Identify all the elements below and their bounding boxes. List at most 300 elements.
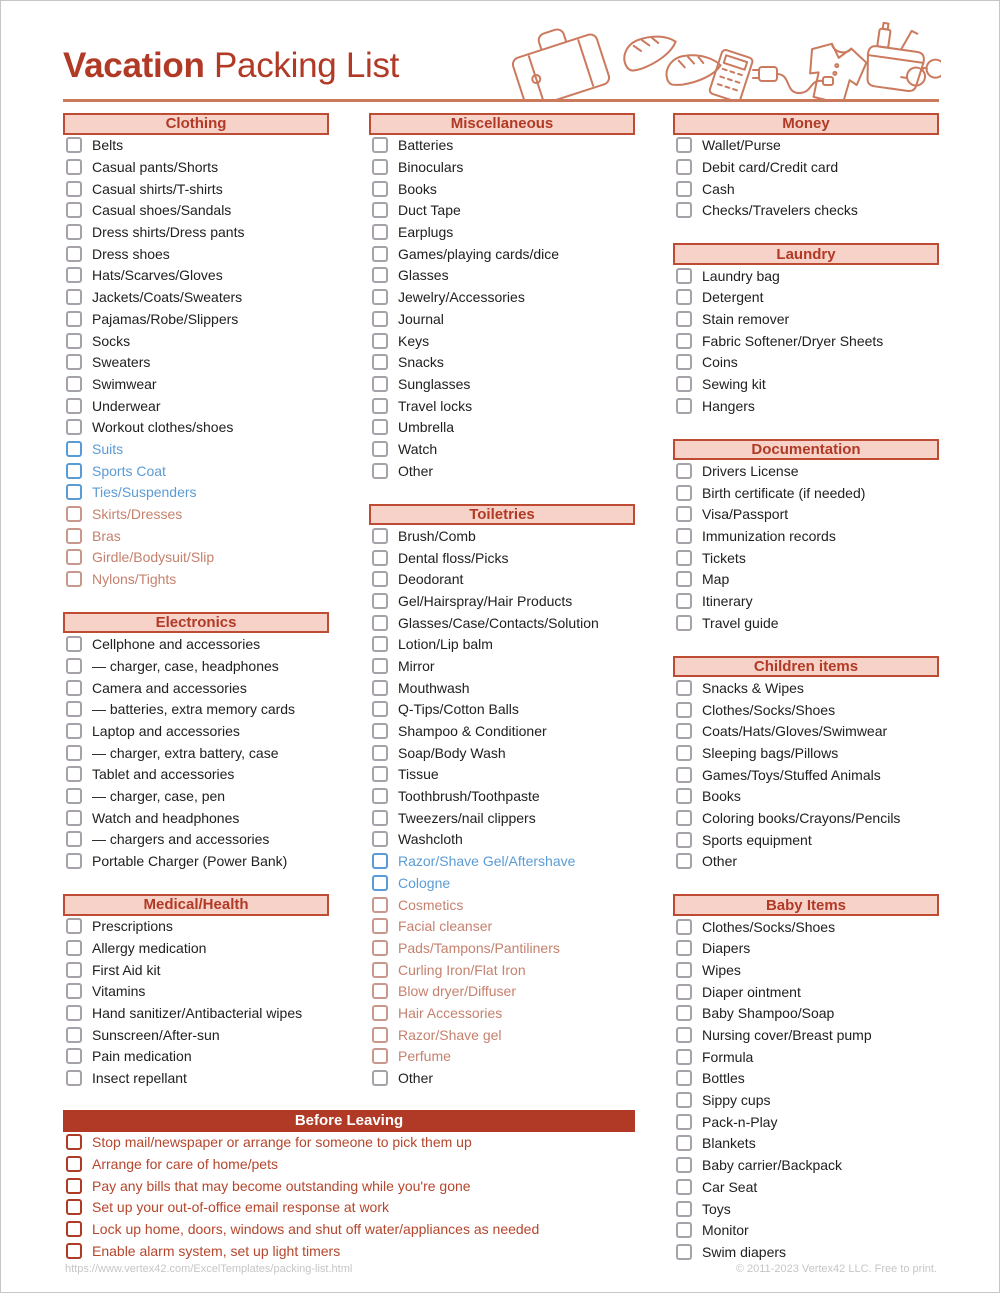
section-electronics: [63, 612, 329, 872]
item-label: Set up your out-of-office email response at work: [92, 1199, 390, 1216]
checklist-item: [369, 265, 635, 287]
checkbox[interactable]: [676, 940, 692, 956]
checkbox[interactable]: [372, 918, 388, 934]
checkbox[interactable]: [372, 289, 388, 305]
checkbox[interactable]: [676, 832, 692, 848]
checkbox[interactable]: [66, 506, 82, 522]
section-baby-items: [673, 894, 939, 1263]
checkbox[interactable]: [372, 766, 388, 782]
checklist-item: [673, 330, 939, 352]
item-label: Stain remover: [702, 310, 790, 327]
item-label: Glasses/Case/Contacts/Solution: [398, 614, 599, 631]
section-clothing: [63, 113, 329, 590]
item-label: Tweezers/nail clippers: [398, 809, 536, 826]
item-label: Car Seat: [702, 1178, 758, 1195]
item-label: Mirror: [398, 657, 435, 674]
checklist-item: [673, 1024, 939, 1046]
checkbox[interactable]: [676, 289, 692, 305]
checkbox[interactable]: [676, 919, 692, 935]
checkbox[interactable]: [372, 962, 388, 978]
checkbox[interactable]: [66, 159, 82, 175]
checklist-item: [369, 872, 635, 894]
checklist-item: [63, 482, 329, 504]
checklist-item: [673, 1003, 939, 1025]
item-label: Brush/Comb: [398, 527, 476, 544]
checkbox[interactable]: [372, 875, 388, 891]
item-label: Debit card/Credit card: [702, 159, 839, 176]
checklist-item: [63, 1132, 635, 1154]
checkbox[interactable]: [676, 485, 692, 501]
checkbox[interactable]: [66, 745, 82, 761]
checklist-item: [63, 1240, 635, 1262]
checklist-item: [673, 742, 939, 764]
checkbox[interactable]: [372, 354, 388, 370]
item-label: Hats/Scarves/Gloves: [92, 267, 223, 284]
checkbox[interactable]: [372, 441, 388, 457]
checklist-item: [673, 807, 939, 829]
checkbox[interactable]: [676, 528, 692, 544]
checklist-item: [673, 308, 939, 330]
checkbox[interactable]: [66, 376, 82, 392]
checkbox[interactable]: [66, 289, 82, 305]
checklist-item: [63, 807, 329, 829]
checkbox[interactable]: [676, 962, 692, 978]
checkbox[interactable]: [676, 354, 692, 370]
item-label: — chargers and accessories: [92, 831, 270, 848]
section-header: Laundry: [673, 243, 939, 265]
checkbox[interactable]: [372, 333, 388, 349]
item-label: Keys: [398, 332, 430, 349]
item-label: Swim diapers: [702, 1243, 787, 1260]
checkbox[interactable]: [676, 810, 692, 826]
checklist-item: [673, 916, 939, 938]
checkbox[interactable]: [676, 1135, 692, 1151]
checkbox[interactable]: [66, 463, 82, 479]
checklist-item: [63, 633, 329, 655]
checkbox[interactable]: [676, 137, 692, 153]
checkbox[interactable]: [66, 918, 82, 934]
checkbox[interactable]: [66, 658, 82, 674]
checkbox[interactable]: [372, 810, 388, 826]
checklist-item: [369, 525, 635, 547]
checkbox[interactable]: [66, 983, 82, 999]
checkbox[interactable]: [676, 1049, 692, 1065]
checkbox[interactable]: [372, 853, 388, 869]
item-label: Enable alarm system, set up light timers: [92, 1242, 341, 1259]
checkbox[interactable]: [372, 571, 388, 587]
checklist-item: [369, 243, 635, 265]
checkbox[interactable]: [66, 311, 82, 327]
checklist-item: [673, 482, 939, 504]
item-label: Visa/Passport: [702, 506, 789, 523]
checklist-item: [369, 1002, 635, 1024]
checkbox[interactable]: [372, 202, 388, 218]
checkbox[interactable]: [66, 1134, 82, 1150]
section-header: Children items: [673, 656, 939, 678]
checkbox[interactable]: [372, 701, 388, 717]
section-children-items: [673, 656, 939, 873]
checklist-item: [369, 330, 635, 352]
checklist-item: [63, 829, 329, 851]
checkbox[interactable]: [372, 419, 388, 435]
column-right: [673, 113, 939, 1263]
checklist-item: [63, 221, 329, 243]
checkbox[interactable]: [372, 658, 388, 674]
section-documentation: [673, 439, 939, 634]
checkbox[interactable]: [372, 680, 388, 696]
checkbox[interactable]: [66, 853, 82, 869]
checklist-item: [63, 720, 329, 742]
checkbox[interactable]: [676, 1005, 692, 1021]
checkbox[interactable]: [676, 1070, 692, 1086]
checklist-item: [63, 785, 329, 807]
checklist-item: [673, 937, 939, 959]
checklist-item: [369, 178, 635, 200]
checkbox[interactable]: [676, 1157, 692, 1173]
checkbox[interactable]: [676, 1222, 692, 1238]
checkbox[interactable]: [66, 202, 82, 218]
item-label: Immunization records: [702, 527, 836, 544]
item-label: Watch and headphones: [92, 809, 240, 826]
checklist-item: [63, 1024, 329, 1046]
checkbox[interactable]: [372, 1005, 388, 1021]
checkbox[interactable]: [66, 962, 82, 978]
checkbox[interactable]: [372, 1027, 388, 1043]
checkbox[interactable]: [66, 1005, 82, 1021]
page-title: [63, 47, 399, 85]
checklist-item: [63, 156, 329, 178]
item-label: Laptop and accessories: [92, 723, 240, 740]
checklist-item: [63, 243, 329, 265]
item-label: Washcloth: [398, 831, 463, 848]
checkbox[interactable]: [66, 1243, 82, 1259]
checkbox[interactable]: [66, 1070, 82, 1086]
item-label: Bras: [92, 527, 121, 544]
checklist-item: [369, 1067, 635, 1089]
checkbox[interactable]: [676, 1114, 692, 1130]
item-label: Batteries: [398, 137, 454, 154]
item-label: Portable Charger (Power Bank): [92, 853, 288, 870]
item-label: Drivers License: [702, 462, 799, 479]
checkbox[interactable]: [372, 224, 388, 240]
checklist-item: [673, 720, 939, 742]
checklist-item: [673, 352, 939, 374]
item-label: Other: [702, 853, 738, 870]
checkbox[interactable]: [676, 333, 692, 349]
checkbox[interactable]: [676, 1201, 692, 1217]
checkbox[interactable]: [372, 593, 388, 609]
item-label: Casual shirts/T-shirts: [92, 180, 223, 197]
checkbox[interactable]: [372, 1048, 388, 1064]
checkbox[interactable]: [676, 550, 692, 566]
checkbox[interactable]: [372, 1070, 388, 1086]
footer-url-link[interactable]: https://www.vertex42.com/ExcelTemplates/packing-list.html: [65, 1263, 353, 1275]
checkbox[interactable]: [676, 853, 692, 869]
checklist-item: [673, 699, 939, 721]
checklist-item: [673, 1198, 939, 1220]
checkbox[interactable]: [372, 463, 388, 479]
checklist-item: [673, 1046, 939, 1068]
checkbox[interactable]: [66, 398, 82, 414]
section-toiletries: [369, 504, 635, 1089]
checkbox[interactable]: [676, 1179, 692, 1195]
checklist-item: [63, 286, 329, 308]
item-label: Swimwear: [92, 375, 157, 392]
checkbox[interactable]: [372, 831, 388, 847]
checklist-item: [369, 720, 635, 742]
checklist-item: [63, 916, 329, 938]
checklist-item: [673, 851, 939, 873]
checkbox[interactable]: [372, 528, 388, 544]
checkbox[interactable]: [66, 419, 82, 435]
calculator-icon: [709, 49, 754, 101]
checkbox[interactable]: [372, 940, 388, 956]
checkbox[interactable]: [66, 723, 82, 739]
checkbox[interactable]: [66, 224, 82, 240]
checklist-item: [673, 547, 939, 569]
checklist-item: [369, 655, 635, 677]
item-label: Toothbrush/Toothpaste: [398, 788, 540, 805]
suitcase-icon: [506, 18, 610, 101]
checkbox[interactable]: [372, 311, 388, 327]
item-label: Snacks & Wipes: [702, 679, 804, 696]
checkbox[interactable]: [66, 181, 82, 197]
toiletry-bag-icon: [864, 21, 929, 92]
checkbox[interactable]: [372, 788, 388, 804]
checkbox[interactable]: [372, 550, 388, 566]
checkbox[interactable]: [66, 810, 82, 826]
item-label: Sports equipment: [702, 831, 812, 848]
checkbox[interactable]: [372, 636, 388, 652]
checkbox[interactable]: [372, 376, 388, 392]
checkbox[interactable]: [676, 463, 692, 479]
checkbox[interactable]: [372, 159, 388, 175]
checklist-item: [673, 1219, 939, 1241]
item-label: Checks/Travelers checks: [702, 202, 858, 219]
checkbox[interactable]: [676, 506, 692, 522]
checkbox[interactable]: [676, 593, 692, 609]
checkbox[interactable]: [66, 441, 82, 457]
item-label: First Aid kit: [92, 961, 161, 978]
checklist-item: [369, 742, 635, 764]
checkbox[interactable]: [372, 723, 388, 739]
item-label: Baby carrier/Backpack: [702, 1157, 843, 1174]
item-label: Sunscreen/After-sun: [92, 1026, 220, 1043]
checkbox[interactable]: [676, 745, 692, 761]
checkbox[interactable]: [372, 267, 388, 283]
section-header: Electronics: [63, 612, 329, 634]
checklist-item: [369, 200, 635, 222]
item-label: Other: [398, 462, 434, 479]
checkbox[interactable]: [66, 267, 82, 283]
item-label: Tissue: [398, 766, 439, 783]
checkbox[interactable]: [66, 1199, 82, 1215]
checkbox[interactable]: [66, 766, 82, 782]
checkbox[interactable]: [676, 1027, 692, 1043]
section-laundry: [673, 243, 939, 416]
item-label: Dress shoes: [92, 245, 170, 262]
checklist-item: [673, 569, 939, 591]
item-label: Belts: [92, 137, 124, 154]
column-left: [63, 113, 329, 1089]
item-label: Suits: [92, 440, 124, 457]
checklist-item: [63, 178, 329, 200]
checkbox[interactable]: [372, 983, 388, 999]
checklist-item: [369, 460, 635, 482]
item-label: Cosmetics: [398, 896, 464, 913]
checklist-item: [369, 590, 635, 612]
checkbox[interactable]: [676, 159, 692, 175]
section-medical-health: [63, 894, 329, 1089]
checklist-item: [63, 1002, 329, 1024]
travel-items-illustration: [501, 15, 941, 101]
checklist-item: [673, 786, 939, 808]
checklist-item: [369, 980, 635, 1002]
checklist-item: [369, 937, 635, 959]
item-label: Books: [702, 788, 741, 805]
checkbox[interactable]: [66, 1221, 82, 1237]
checkbox[interactable]: [66, 354, 82, 370]
checkbox[interactable]: [66, 831, 82, 847]
item-label: Underwear: [92, 397, 161, 414]
checkbox[interactable]: [676, 1092, 692, 1108]
checklist-item: [369, 894, 635, 916]
checkbox[interactable]: [66, 528, 82, 544]
checkbox[interactable]: [676, 268, 692, 284]
item-label: Curling Iron/Flat Iron: [398, 961, 526, 978]
item-label: Arrange for care of home/pets: [92, 1156, 278, 1173]
checkbox[interactable]: [66, 549, 82, 565]
checkbox[interactable]: [676, 376, 692, 392]
checklist-item: [673, 178, 939, 200]
item-label: Pain medication: [92, 1048, 192, 1065]
checkbox[interactable]: [676, 984, 692, 1000]
checklist-item: [369, 807, 635, 829]
checkbox[interactable]: [66, 1027, 82, 1043]
checklist-item: [673, 677, 939, 699]
item-label: Jackets/Coats/Sweaters: [92, 289, 243, 306]
checkbox[interactable]: [676, 615, 692, 631]
checklist-item: [673, 1176, 939, 1198]
checklist-item: [369, 850, 635, 872]
checklist-item: [63, 308, 329, 330]
title-divider: [63, 99, 939, 102]
item-label: Dental floss/Picks: [398, 549, 509, 566]
checkbox[interactable]: [66, 1048, 82, 1064]
item-label: Coloring books/Crayons/Pencils: [702, 810, 901, 827]
checkbox[interactable]: [372, 745, 388, 761]
checkbox[interactable]: [66, 484, 82, 500]
item-label: Earplugs: [398, 224, 454, 241]
checkbox[interactable]: [676, 202, 692, 218]
checkbox[interactable]: [372, 398, 388, 414]
item-label: — batteries, extra memory cards: [92, 701, 296, 718]
checkbox[interactable]: [676, 702, 692, 718]
item-label: Pajamas/Robe/Slippers: [92, 310, 239, 327]
checkbox[interactable]: [676, 767, 692, 783]
section-miscellaneous: [369, 113, 635, 482]
checkbox[interactable]: [66, 680, 82, 696]
item-label: Journal: [398, 310, 444, 327]
item-label: Blankets: [702, 1135, 756, 1152]
checkbox[interactable]: [66, 1156, 82, 1172]
checkbox[interactable]: [676, 680, 692, 696]
checkbox[interactable]: [676, 181, 692, 197]
page-title-regular: Packing List: [204, 46, 400, 85]
section-header: Miscellaneous: [369, 113, 635, 135]
checkbox[interactable]: [66, 1178, 82, 1194]
item-label: Wipes: [702, 961, 741, 978]
checkbox[interactable]: [372, 246, 388, 262]
item-label: Girdle/Bodysuit/Slip: [92, 549, 215, 566]
checklist-item: [673, 764, 939, 786]
checkbox[interactable]: [676, 1244, 692, 1260]
checkbox[interactable]: [676, 788, 692, 804]
checkbox[interactable]: [372, 897, 388, 913]
checklist-item: [63, 135, 329, 157]
item-label: Fabric Softener/Dryer Sheets: [702, 332, 884, 349]
checkbox[interactable]: [676, 571, 692, 587]
checklist-item: [63, 373, 329, 395]
checklist-item: [63, 937, 329, 959]
checkbox[interactable]: [66, 701, 82, 717]
checkbox[interactable]: [676, 723, 692, 739]
section-before-leaving: [63, 1110, 635, 1262]
item-label: Hand sanitizer/Antibacterial wipes: [92, 1005, 303, 1022]
section-header: Baby Items: [673, 894, 939, 916]
item-label: Clothes/Socks/Shoes: [702, 918, 836, 935]
checklist-item: [63, 677, 329, 699]
checkbox[interactable]: [66, 788, 82, 804]
checklist-item: [673, 1241, 939, 1263]
checkbox[interactable]: [372, 181, 388, 197]
checklist-item: [369, 1024, 635, 1046]
checklist-item: [63, 764, 329, 786]
checkbox[interactable]: [676, 311, 692, 327]
item-label: Snacks: [398, 354, 444, 371]
item-label: Games/playing cards/dice: [398, 245, 560, 262]
checklist-item: [369, 699, 635, 721]
checklist-item: [673, 135, 939, 157]
checklist-item: [63, 503, 329, 525]
item-label: Birth certificate (if needed): [702, 484, 866, 501]
checkbox[interactable]: [66, 636, 82, 652]
item-label: Coats/Hats/Gloves/Swimwear: [702, 723, 888, 740]
item-label: Lotion/Lip balm: [398, 636, 493, 653]
checklist-item: [63, 460, 329, 482]
checklist-item: [369, 915, 635, 937]
checkbox[interactable]: [372, 615, 388, 631]
checklist-item: [63, 351, 329, 373]
section-header: Documentation: [673, 439, 939, 461]
checkbox[interactable]: [66, 571, 82, 587]
item-label: Pack-n-Play: [702, 1113, 778, 1130]
checkbox[interactable]: [66, 940, 82, 956]
section-header: Medical/Health: [63, 894, 329, 916]
item-label: Jewelry/Accessories: [398, 289, 525, 306]
checklist-item: [369, 416, 635, 438]
before-leaving-block: [63, 1110, 635, 1262]
item-label: Skirts/Dresses: [92, 506, 183, 523]
checkbox[interactable]: [66, 137, 82, 153]
item-label: Books: [398, 180, 437, 197]
checkbox[interactable]: [676, 398, 692, 414]
checkbox[interactable]: [66, 246, 82, 262]
item-label: Lock up home, doors, windows and shut off water/appliances as needed: [92, 1221, 540, 1238]
checkbox[interactable]: [66, 333, 82, 349]
checkbox[interactable]: [372, 137, 388, 153]
item-label: Soap/Body Wash: [398, 744, 506, 761]
